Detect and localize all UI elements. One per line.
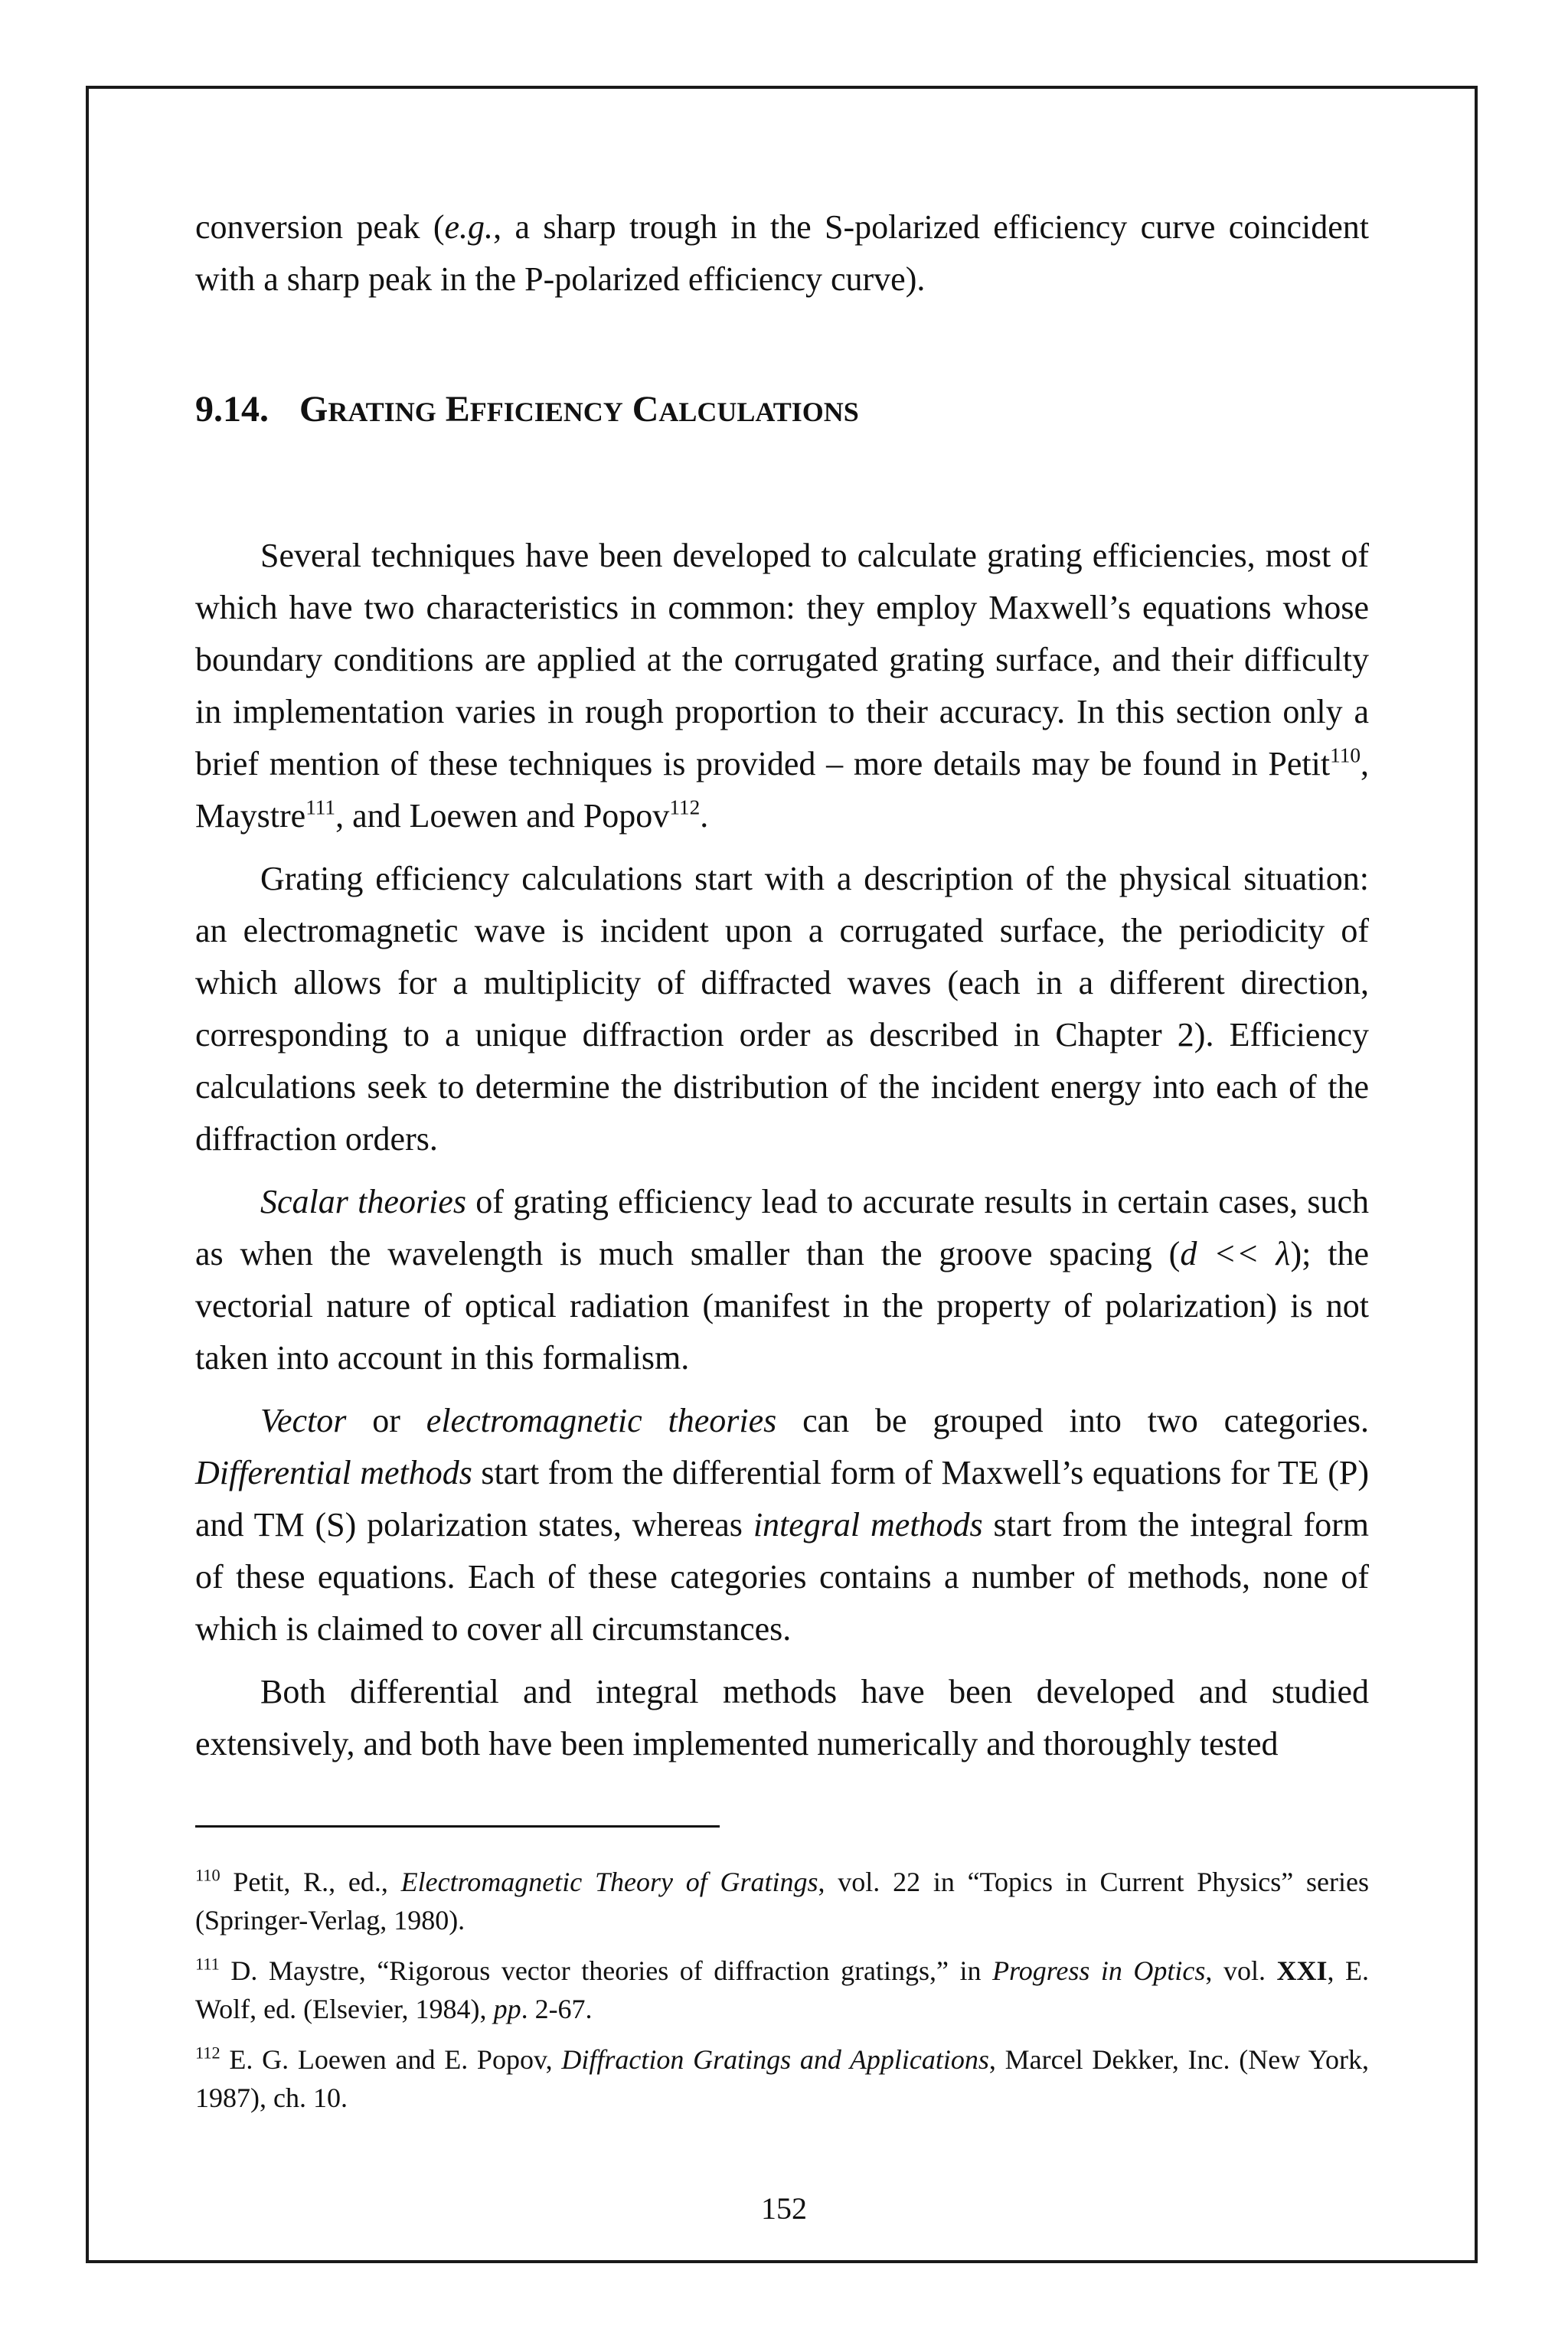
main-text [195,201,1369,1770]
emphasis: Differential methods [195,1454,472,1491]
text-run: E. G. Loewen and E. Popov, [220,2044,562,2075]
footnote-number: 112 [195,2043,220,2063]
emphasis: Electromagnetic Theory of Gratings [400,1867,818,1897]
text-run: D. Maystre, “Rigorous vector theories of diffraction gratings,” in [219,1955,993,1986]
heading-cap: C [632,389,659,430]
text-run: . 2-67. [521,1994,593,2024]
heading-cap: E [445,389,470,430]
footnote-111 [195,1952,1369,2028]
text-run: start from the integral form of these equations. Each of these categories contains a number of methods, none of which is claimed to cover all circumstances. [195,1506,1370,1648]
paragraph-both-methods: Both differential and integral methods have been developed and studied extensively, and both have been implemented numerically and thoroughly tested [195,1673,1369,1762]
text-run: , vol. 22 in “Topics in Current Physics” series (Springer-Verlag, 1980). [195,1867,1369,1936]
heading-smallcaps: FFICIENCY [469,397,623,427]
footnote-number: 110 [195,1865,220,1885]
footnote-number: 111 [195,1954,220,1974]
emphasis: pp [493,1994,521,2024]
section-number: 9.14. [195,389,269,430]
emphasis: Diffraction Gratings and Applications [561,2044,989,2075]
emphasis: Vector [260,1402,347,1439]
paragraph-calculations: Grating efficiency calculations start with a description of the physical situation: an electromagnetic wave is incident upon a corrugated surface, the periodicity of which allows for a multiplicity of diffracted waves (each in a different direction, corresponding to a unique diffraction order as described in Chapter 2). Efficiency calculations seek to determine the distribution of the incident energy into each of the diffraction orders. [195,860,1369,1158]
footnote-ref-111[interactable]: 111 [305,795,336,819]
emphasis: Scalar theories [260,1183,466,1220]
text-run: , vol. [1205,1955,1277,1986]
text-run: Several techniques have been developed to calculate grating efficiencies, most of which have two characteristics in common: they employ Maxwell’s equations whose boundary conditions are applied at the corrugated grating surface, and their difficulty in implementation varies in rough proportion to their accuracy. In this section only a brief mention of these techniques is provided – more details may be found in Petit [195,537,1369,782]
footnote-ref-112[interactable]: 112 [669,795,701,819]
continuation-paragraph [195,201,1369,305]
text-run: Petit, R., ed., [220,1867,401,1897]
emphasis: Progress in Optics [992,1955,1206,1986]
text-run: of grating efficiency lead to accurate results in certain cases, such as when the wavelength is much smaller than the groove spacing ( [195,1183,1370,1272]
text-run: can be grouped into two categories. [776,1402,1369,1439]
heading-cap: G [299,389,328,430]
page-number: 152 [761,2191,807,2226]
footnote-110 [195,1863,1369,1939]
emphasis: e.g. [444,208,494,246]
math-symbol: d << λ [1180,1235,1291,1272]
text-run: , Marcel Dekker, Inc. (New York, 1987), ch. 10. [195,2044,1369,2113]
heading-word [299,389,436,430]
bold-volume: XXI [1276,1955,1328,1986]
footnotes [195,1863,1369,2129]
heading-smallcaps: ALCULATIONS [658,397,859,427]
text-run: conversion peak ( [195,208,445,246]
paragraph-vector-theories [195,1395,1369,1655]
text-run: ); the vectorial nature of optical radiation (manifest in the property of polarization) is not taken into account in this formalism. [195,1235,1369,1377]
text-run: , and Loewen and Popov [335,797,670,835]
heading-smallcaps: RATING [328,397,436,427]
text-run: or [346,1402,426,1439]
text-run: . [700,797,709,835]
heading-word [446,389,623,430]
emphasis: electromagnetic theories [426,1402,777,1439]
text-run: , Maystre [195,745,1369,835]
paragraph-techniques [195,530,1369,842]
footnote-separator [195,1825,720,1828]
text-run: start from the differential form of Maxwell’s equations for TE (P) and TM (S) polarization states, whereas [195,1454,1369,1544]
section-heading [195,387,1369,435]
text-run: , a sharp trough in the S-polarized efficiency curve coincident with a sharp peak in the P-polarized efficiency curve). [195,208,1369,298]
paragraph-scalar-theories [195,1176,1369,1384]
heading-word [632,389,859,430]
footnote-ref-110[interactable]: 110 [1330,743,1361,767]
text-run: , E. Wolf, ed. (Elsevier, 1984), [195,1955,1369,2024]
emphasis: integral methods [753,1506,983,1544]
footnote-112 [195,2040,1369,2117]
